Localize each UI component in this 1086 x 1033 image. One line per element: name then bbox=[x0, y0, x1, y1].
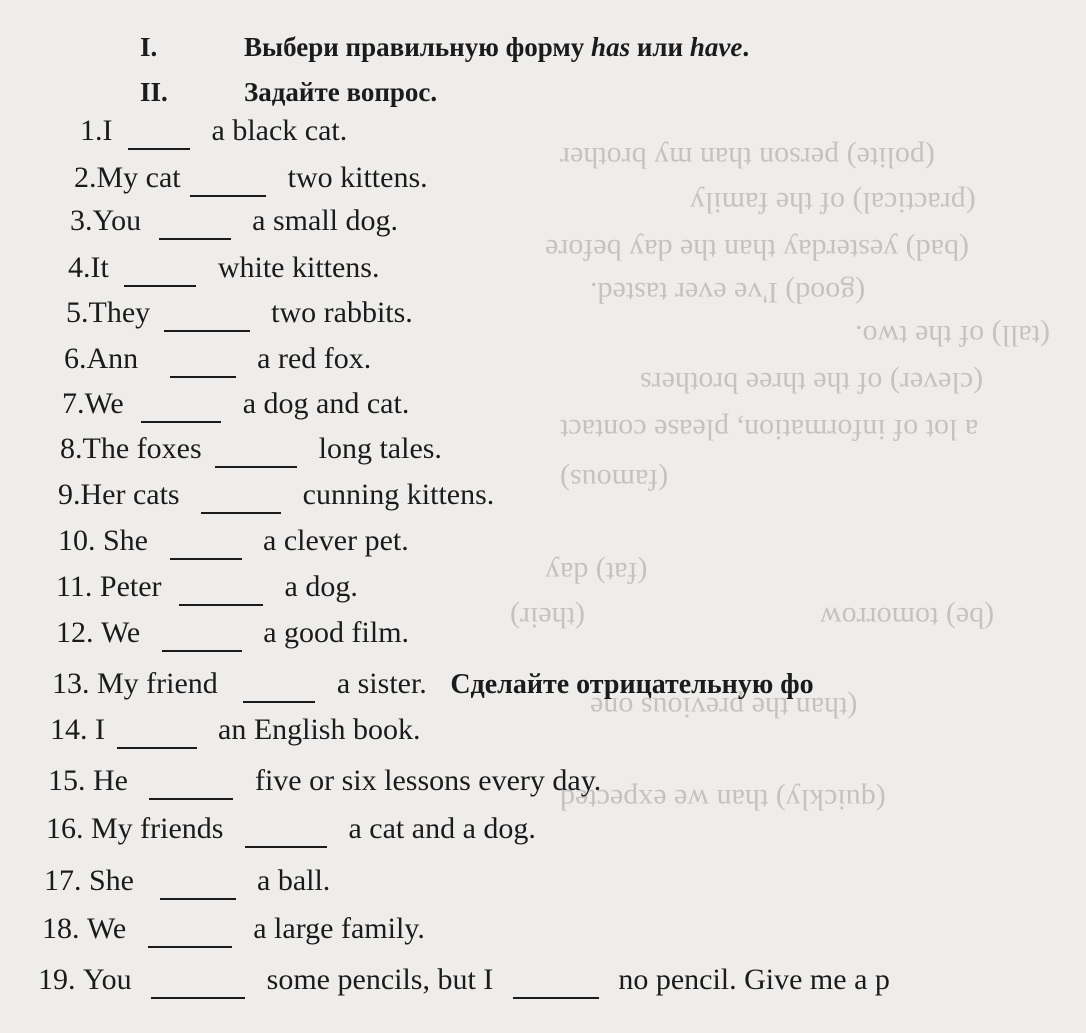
answer-blank[interactable] bbox=[160, 898, 236, 900]
section-number: II. bbox=[140, 77, 168, 107]
answer-blank[interactable] bbox=[170, 558, 242, 560]
exercise-item-5: 5.They two rabbits. bbox=[66, 297, 413, 332]
exercise-item-12: 12. We a good film. bbox=[56, 617, 409, 652]
instruction-text: Выбери правильную форму has или have. bbox=[244, 32, 750, 62]
answer-blank[interactable] bbox=[124, 285, 196, 287]
exercise-item-13: 13. My friend a sister. Сделайте отрицательную фо bbox=[52, 668, 814, 703]
answer-blank[interactable] bbox=[141, 421, 221, 423]
exercise-item-11: 11. Peter a dog. bbox=[56, 571, 358, 606]
answer-blank[interactable] bbox=[179, 604, 263, 606]
bleed-through-line: (clever) of the three brothers bbox=[640, 366, 984, 399]
exercise-item-1: 1.I a black cat. bbox=[80, 115, 347, 150]
bleed-through-line: (be) tomorrow bbox=[820, 601, 995, 634]
answer-blank[interactable] bbox=[159, 238, 231, 240]
exercise-item-8: 8.The foxes long tales. bbox=[60, 433, 442, 468]
exercise-item-4: 4.It white kittens. bbox=[68, 252, 379, 287]
answer-blank[interactable] bbox=[148, 946, 232, 948]
exercise-item-17: 17. She a ball. bbox=[44, 865, 330, 900]
answer-blank[interactable] bbox=[243, 701, 315, 703]
bleed-through-line: (quickly) than we expected bbox=[560, 783, 886, 816]
bleed-through-line: (bad) yesterday than the day before bbox=[545, 233, 969, 266]
exercise-item-7: 7.We a dog and cat. bbox=[62, 388, 409, 423]
answer-blank[interactable] bbox=[128, 148, 190, 150]
exercise-item-16: 16. My friends a cat and a dog. bbox=[46, 813, 536, 848]
exercise-item-6: 6.Ann a red fox. bbox=[64, 343, 371, 378]
answer-blank[interactable] bbox=[117, 747, 197, 749]
exercise-item-10: 10. She a clever pet. bbox=[58, 525, 409, 560]
exercise-item-19: 19. You some pencils, but I no pencil. Give me a p bbox=[38, 964, 890, 999]
exercise-item-9: 9.Her cats cunning kittens. bbox=[58, 479, 494, 514]
bleed-through-line: a lot of information, please contact bbox=[560, 413, 979, 446]
bleed-through-line: (practical) of the family bbox=[690, 186, 976, 219]
negative-form-instruction: Сделайте отрицательную фо bbox=[450, 669, 814, 700]
answer-blank[interactable] bbox=[151, 997, 245, 999]
bleed-through-line: (fat) day bbox=[545, 556, 648, 589]
answer-blank[interactable] bbox=[162, 650, 242, 652]
answer-blank[interactable] bbox=[245, 846, 327, 848]
exercise-item-15: 15. He five or six lessons every day. bbox=[48, 765, 601, 800]
exercise-item-14: 14. I an English book. bbox=[50, 714, 421, 749]
answer-blank[interactable] bbox=[513, 997, 599, 999]
answer-blank[interactable] bbox=[164, 330, 250, 332]
bleed-through-line: (tall) of the two. bbox=[855, 319, 1050, 352]
bleed-through-line: (polite) person than my brother bbox=[560, 141, 935, 174]
answer-blank[interactable] bbox=[201, 512, 281, 514]
answer-blank[interactable] bbox=[190, 195, 266, 197]
instruction-text: Задайте вопрос. bbox=[244, 77, 438, 107]
section-number: I. bbox=[140, 32, 158, 62]
exercise-item-18: 18. We a large family. bbox=[42, 913, 425, 948]
bleed-through-line: (their) bbox=[510, 601, 585, 634]
exercise-item-3: 3.You a small dog. bbox=[70, 205, 398, 240]
exercise-item-2: 2.My cat two kittens. bbox=[74, 162, 428, 197]
answer-blank[interactable] bbox=[149, 798, 233, 800]
bleed-through-line: (famous) bbox=[560, 463, 669, 496]
bleed-through-line: (than the previous one bbox=[590, 691, 858, 724]
answer-blank[interactable] bbox=[215, 466, 297, 468]
bleed-through-line: (good) I've ever tasted. bbox=[590, 276, 866, 309]
answer-blank[interactable] bbox=[170, 376, 236, 378]
